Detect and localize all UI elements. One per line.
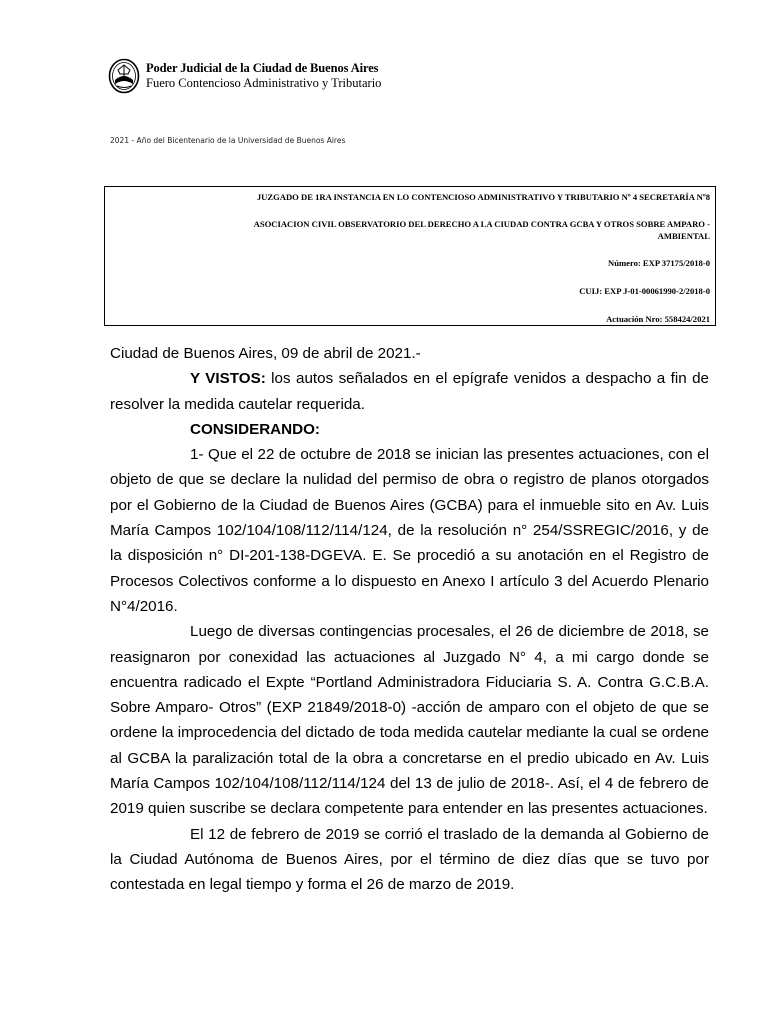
case-number: Número: EXP 37175/2018-0: [607, 258, 710, 268]
year-motto: 2021 - Año del Bicentenario de la Universidad de Buenos Aires: [110, 136, 346, 145]
vistos-paragraph: [110, 366, 709, 417]
case-header-box: [104, 186, 716, 326]
considerando-heading: CONSIDERANDO:: [190, 420, 320, 438]
place-date: Ciudad de Buenos Aires, 09 de abril de 2021.-: [110, 345, 421, 362]
paragraph-1: 1- Que el 22 de octubre de 2018 se inician las presentes actuaciones, con el objeto de que se declare la nulidad del permiso de obra o registro de planos otorgados por el Gobierno de la Ciudad de Buenos Aires (GCBA) para el inmueble sito en Av. Luis María Campos 102/104/108/112/114/124, de la resolución n° 254/SSREGIC/2016, y de la disposición n° DI-201-138-DGEVA. E. Se procedió a su anotación en el Registro de Procesos Colectivos conforme a lo dispuesto en Anexo I artículo 3 del Acuerdo Plenario N°4/2016.: [110, 446, 709, 615]
case-actuacion: Actuación Nro: 558424/2021: [606, 314, 710, 324]
org-subtitle: Fuero Contencioso Administrativo y Tributario: [146, 76, 382, 90]
case-cuij: CUIJ: EXP J-01-00061990-2/2018-0: [579, 286, 710, 296]
paragraph-2: Luego de diversas contingencias procesales, el 26 de diciembre de 2018, se reasignaron por conexidad las actuaciones al Juzgado N° 4, a mi cargo donde se encuentra radicado el Expte “Portland Administradora Fiduciaria S. A. Contra G.C.B.A. Sobre Amparo- Otros” (EXP 21849/2018-0) -acción de amparo con el objeto de que se ordene la improcedencia del dictado de toda medida cautelar mediante la cual se ordene al GCBA la paralización total de la obra a concretarse en el predio ubicado en Av. Luis María Campos 102/104/108/112/114/124 del 13 de julio de 2018-. Así, el 4 de febrero de 2019 quien suscribe se declara competente para entender en las presentes actuaciones.: [110, 623, 709, 818]
court-name: JUZGADO DE 1RA INSTANCIA EN LO CONTENCIOSO ADMINISTRATIVO Y TRIBUTARIO Nº 4 SECRETARÍA Nº8: [256, 192, 710, 202]
case-caption-line-2: AMBIENTAL: [657, 231, 710, 241]
resolution-body: [110, 341, 709, 898]
city-seal-icon: [108, 58, 140, 94]
case-caption-line-1: ASOCIACION CIVIL OBSERVATORIO DEL DERECHO A LA CIUDAD CONTRA GCBA Y OTROS SOBRE AMPARO -: [253, 219, 710, 229]
court-logo: [108, 58, 381, 94]
org-name: Poder Judicial de la Ciudad de Buenos Aires: [146, 61, 379, 75]
vistos-label: Y VISTOS:: [190, 370, 266, 388]
paragraph-3: El 12 de febrero de 2019 se corrió el traslado de la demanda al Gobierno de la Ciudad Autónoma de Buenos Aires, por el término de diez días que se tuvo por contestada en legal tiempo y forma el 26 de marzo de 2019.: [110, 825, 709, 894]
case-caption: [145, 218, 710, 242]
vistos-text: los autos señalados en el epígrafe venidos a despacho a fin de resolver la medida cautelar requerida.: [110, 370, 710, 413]
